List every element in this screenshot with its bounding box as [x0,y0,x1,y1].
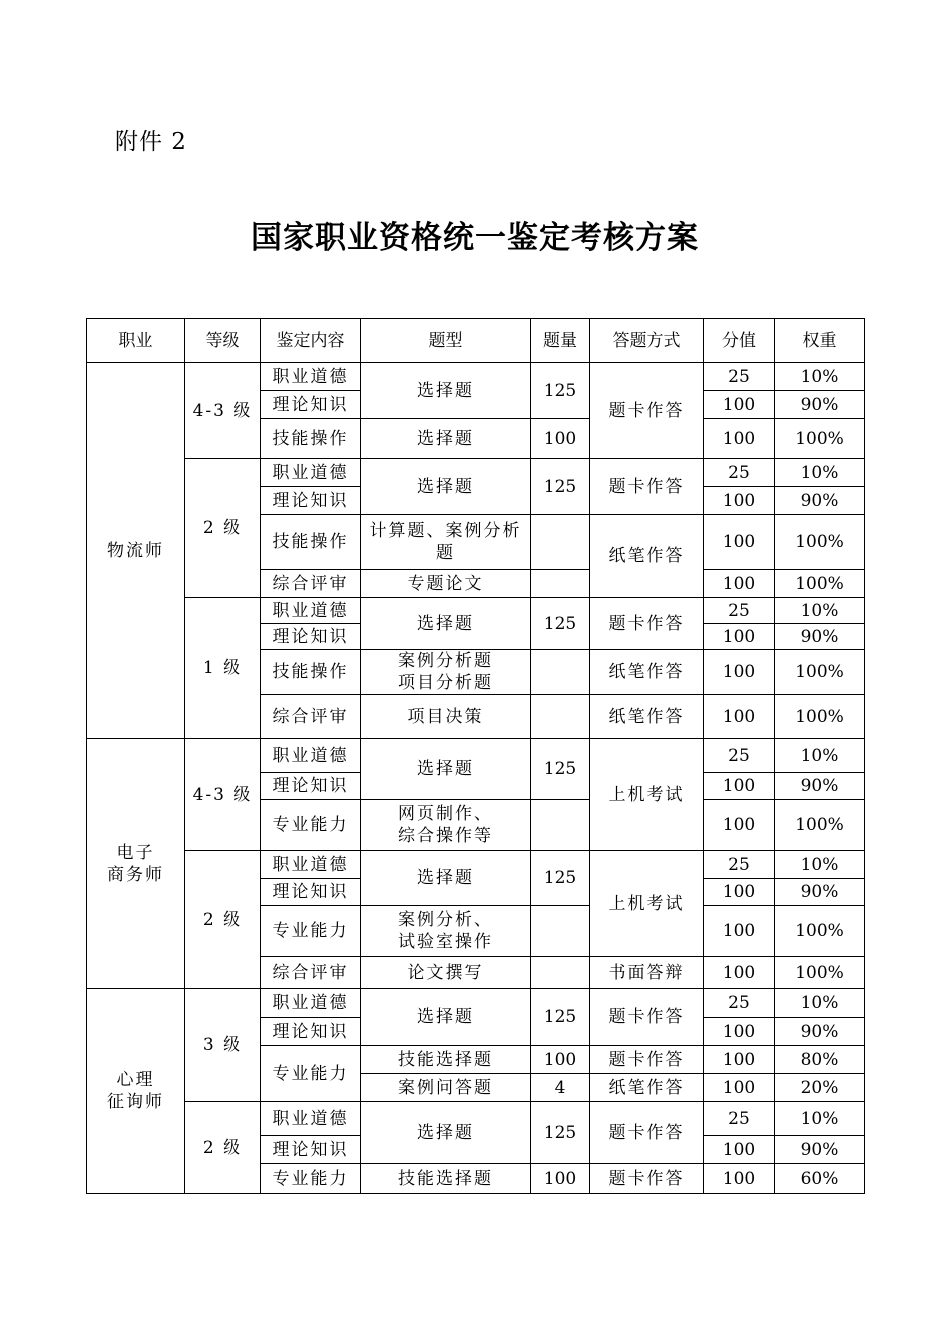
answer-method-cell: 题卡作答 [590,1046,704,1074]
content-cell: 综合评审 [261,957,361,989]
weight-cell: 100% [775,515,865,570]
table-row [87,739,865,773]
header-cell: 等级 [185,319,261,363]
level-cell: 2 级 [185,1102,261,1194]
content-cell: 理论知识 [261,624,361,650]
question-type-cell: 选择题 [361,419,531,459]
document-title: 国家职业资格统一鉴定考核方案 [251,220,699,256]
table-row [87,851,865,879]
content-cell: 专业能力 [261,1164,361,1194]
content-cell: 职业道德 [261,459,361,487]
score-cell: 100 [704,650,775,695]
header-cell: 分值 [704,319,775,363]
header-cell: 职业 [87,319,185,363]
weight-cell: 10% [775,459,865,487]
weight-cell: 10% [775,989,865,1018]
content-cell: 理论知识 [261,1018,361,1046]
weight-cell: 10% [775,598,865,624]
score-cell: 100 [704,800,775,851]
question-type-cell: 选择题 [361,363,531,419]
score-cell: 25 [704,851,775,879]
header-cell: 题型 [361,319,531,363]
question-count-cell: 125 [531,851,590,906]
weight-cell: 90% [775,391,865,419]
content-cell: 综合评审 [261,695,361,739]
weight-cell: 100% [775,906,865,957]
question-type-cell: 论文撰写 [361,957,531,989]
header-cell: 权重 [775,319,865,363]
header-cell: 题量 [531,319,590,363]
weight-cell: 90% [775,487,865,515]
level-cell: 2 级 [185,851,261,989]
question-type-cell: 选择题 [361,989,531,1046]
table-row [87,363,865,391]
score-cell: 100 [704,1164,775,1194]
question-type-cell: 案例分析、 试验室操作 [361,906,531,957]
question-count-cell: 4 [531,1074,590,1102]
weight-cell: 100% [775,570,865,598]
weight-cell: 90% [775,1018,865,1046]
table-row [87,1102,865,1136]
question-count-cell [531,650,590,695]
answer-method-cell: 纸笔作答 [590,515,704,598]
weight-cell: 20% [775,1074,865,1102]
answer-method-cell: 上机考试 [590,739,704,851]
question-count-cell: 125 [531,1102,590,1164]
weight-cell: 10% [775,851,865,879]
content-cell: 专业能力 [261,1046,361,1102]
weight-cell: 90% [775,879,865,906]
content-cell: 职业道德 [261,363,361,391]
score-cell: 100 [704,695,775,739]
level-cell: 1 级 [185,598,261,739]
score-cell: 100 [704,773,775,800]
content-cell: 理论知识 [261,773,361,800]
question-type-cell: 选择题 [361,459,531,515]
content-cell: 技能操作 [261,515,361,570]
question-count-cell: 100 [531,419,590,459]
content-cell: 技能操作 [261,650,361,695]
score-cell: 100 [704,957,775,989]
weight-cell: 90% [775,773,865,800]
score-cell: 100 [704,624,775,650]
question-type-cell: 计算题、案例分析 题 [361,515,531,570]
question-count-cell: 125 [531,598,590,650]
question-count-cell: 125 [531,739,590,800]
question-type-cell: 技能选择题 [361,1046,531,1074]
weight-cell: 90% [775,1136,865,1164]
question-count-cell [531,906,590,957]
answer-method-cell: 书面答辩 [590,957,704,989]
weight-cell: 100% [775,650,865,695]
score-cell: 100 [704,1018,775,1046]
question-type-cell: 项目决策 [361,695,531,739]
question-type-cell: 网页制作、 综合操作等 [361,800,531,851]
question-type-cell: 选择题 [361,739,531,800]
content-cell: 职业道德 [261,1102,361,1136]
level-cell: 3 级 [185,989,261,1102]
question-type-cell: 专题论文 [361,570,531,598]
assessment-table [86,318,865,1194]
content-cell: 理论知识 [261,1136,361,1164]
score-cell: 100 [704,515,775,570]
answer-method-cell: 纸笔作答 [590,695,704,739]
score-cell: 100 [704,487,775,515]
score-cell: 100 [704,419,775,459]
content-cell: 理论知识 [261,391,361,419]
weight-cell: 100% [775,800,865,851]
score-cell: 100 [704,906,775,957]
level-cell: 4-3 级 [185,363,261,459]
question-count-cell: 100 [531,1046,590,1074]
weight-cell: 10% [775,1102,865,1136]
score-cell: 25 [704,459,775,487]
weight-cell: 60% [775,1164,865,1194]
question-count-cell: 125 [531,363,590,419]
score-cell: 25 [704,363,775,391]
weight-cell: 80% [775,1046,865,1074]
answer-method-cell: 题卡作答 [590,363,704,459]
content-cell: 综合评审 [261,570,361,598]
profession-cell: 物流师 [87,363,185,739]
content-cell: 职业道德 [261,739,361,773]
answer-method-cell: 纸笔作答 [590,650,704,695]
content-cell: 职业道德 [261,851,361,879]
weight-cell: 10% [775,363,865,391]
table-row [87,598,865,624]
table-row [87,459,865,487]
header-cell: 鉴定内容 [261,319,361,363]
score-cell: 25 [704,1102,775,1136]
question-count-cell [531,800,590,851]
content-cell: 职业道德 [261,598,361,624]
answer-method-cell: 上机考试 [590,851,704,957]
question-type-cell: 选择题 [361,598,531,650]
question-count-cell: 125 [531,989,590,1046]
question-type-cell: 选择题 [361,851,531,906]
table-row [87,989,865,1018]
question-count-cell [531,695,590,739]
question-count-cell [531,570,590,598]
score-cell: 100 [704,570,775,598]
weight-cell: 100% [775,957,865,989]
score-cell: 100 [704,1074,775,1102]
answer-method-cell: 题卡作答 [590,598,704,650]
weight-cell: 100% [775,695,865,739]
level-cell: 4-3 级 [185,739,261,851]
score-cell: 100 [704,1136,775,1164]
profession-cell: 电子 商务师 [87,739,185,989]
table-header-row [87,319,865,363]
content-cell: 专业能力 [261,906,361,957]
answer-method-cell: 题卡作答 [590,1164,704,1194]
content-cell: 技能操作 [261,419,361,459]
score-cell: 100 [704,391,775,419]
profession-cell: 心理 征询师 [87,989,185,1194]
attachment-label: 附件 2 [115,129,187,155]
content-cell: 专业能力 [261,800,361,851]
header-cell: 答题方式 [590,319,704,363]
question-count-cell: 100 [531,1164,590,1194]
question-count-cell: 125 [531,459,590,515]
question-type-cell: 技能选择题 [361,1164,531,1194]
score-cell: 100 [704,879,775,906]
score-cell: 25 [704,989,775,1018]
weight-cell: 100% [775,419,865,459]
content-cell: 职业道德 [261,989,361,1018]
question-type-cell: 案例问答题 [361,1074,531,1102]
question-count-cell [531,957,590,989]
weight-cell: 90% [775,624,865,650]
score-cell: 25 [704,598,775,624]
answer-method-cell: 题卡作答 [590,1102,704,1164]
question-count-cell [531,515,590,570]
question-type-cell: 案例分析题 项目分析题 [361,650,531,695]
score-cell: 25 [704,739,775,773]
answer-method-cell: 题卡作答 [590,989,704,1046]
score-cell: 100 [704,1046,775,1074]
answer-method-cell: 题卡作答 [590,459,704,515]
question-type-cell: 选择题 [361,1102,531,1164]
content-cell: 理论知识 [261,879,361,906]
answer-method-cell: 纸笔作答 [590,1074,704,1102]
content-cell: 理论知识 [261,487,361,515]
weight-cell: 10% [775,739,865,773]
level-cell: 2 级 [185,459,261,598]
